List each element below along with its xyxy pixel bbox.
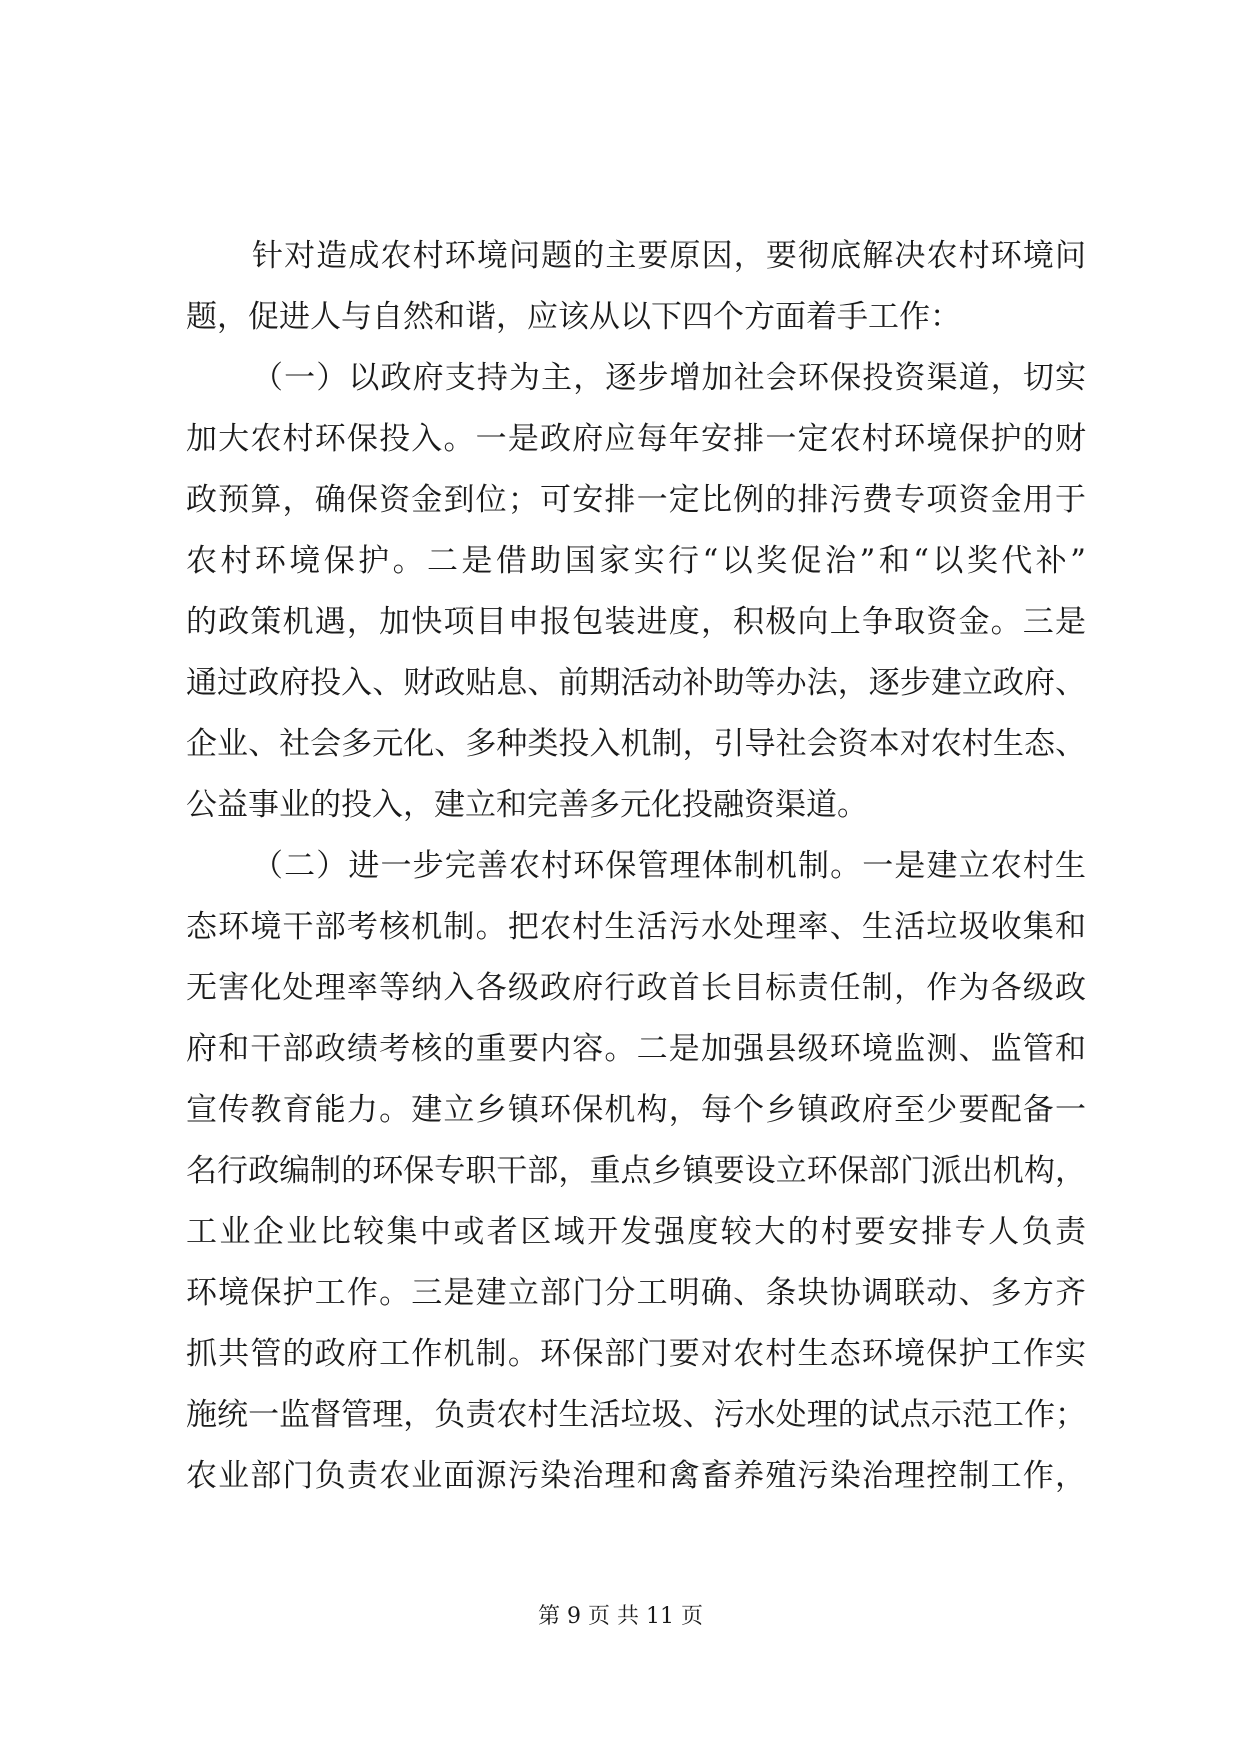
- paragraph-line: 宣传教育能力。建立乡镇环保机构，每个乡镇政府至少要配备一: [186, 1092, 1086, 1128]
- paragraph-line: 工业企业比较集中或者区域开发强度较大的村要安排专人负责: [186, 1214, 1086, 1250]
- paragraph-line: 农业部门负责农业面源污染治理和禽畜养殖污染治理控制工作，: [186, 1458, 1086, 1494]
- paragraph-line: 公益事业的投入，建立和完善多元化投融资渠道。: [186, 787, 868, 823]
- paragraph-line: 施统一监督管理，负责农村生活垃圾、污水处理的试点示范工作；: [186, 1397, 1086, 1433]
- paragraph-line: 农村环境保护。二是借助国家实行“以奖促治”和“以奖代补”: [186, 543, 1086, 579]
- body-text: [186, 226, 1086, 1507]
- paragraph-line: 加大农村环保投入。一是政府应每年安排一定农村环境保护的财: [186, 421, 1086, 457]
- page-number-footer: 第 9 页 共 11 页: [538, 1604, 703, 1629]
- paragraph-line: 的政策机遇，加快项目申报包装进度，积极向上争取资金。三是: [186, 604, 1086, 640]
- paragraph-line: 无害化处理率等纳入各级政府行政首长目标责任制，作为各级政: [186, 970, 1086, 1006]
- paragraph-line: 态环境干部考核机制。把农村生活污水处理率、生活垃圾收集和: [186, 909, 1086, 945]
- paragraph-line: 题，促进人与自然和谐，应该从以下四个方面着手工作：: [186, 299, 961, 335]
- paragraph-line: 抓共管的政府工作机制。环保部门要对农村生态环境保护工作实: [186, 1336, 1086, 1372]
- paragraph-line: 环境保护工作。三是建立部门分工明确、条块协调联动、多方齐: [186, 1275, 1086, 1311]
- paragraph-line: 针对造成农村环境问题的主要原因，要彻底解决农村环境问: [252, 238, 1086, 274]
- paragraph-line: 政预算，确保资金到位；可安排一定比例的排污费专项资金用于: [186, 482, 1086, 518]
- paragraph-line: （一）以政府支持为主，逐步增加社会环保投资渠道，切实: [252, 360, 1086, 396]
- paragraph-line: 通过政府投入、财政贴息、前期活动补助等办法，逐步建立政府、: [186, 665, 1086, 701]
- paragraph-line: （二）进一步完善农村环保管理体制机制。一是建立农村生: [252, 848, 1086, 884]
- paragraph-line: 企业、社会多元化、多种类投入机制，引导社会资本对农村生态、: [186, 726, 1086, 762]
- paragraph-line: 府和干部政绩考核的重要内容。二是加强县级环境监测、监管和: [186, 1031, 1086, 1067]
- paragraph-line: 名行政编制的环保专职干部，重点乡镇要设立环保部门派出机构，: [186, 1153, 1086, 1189]
